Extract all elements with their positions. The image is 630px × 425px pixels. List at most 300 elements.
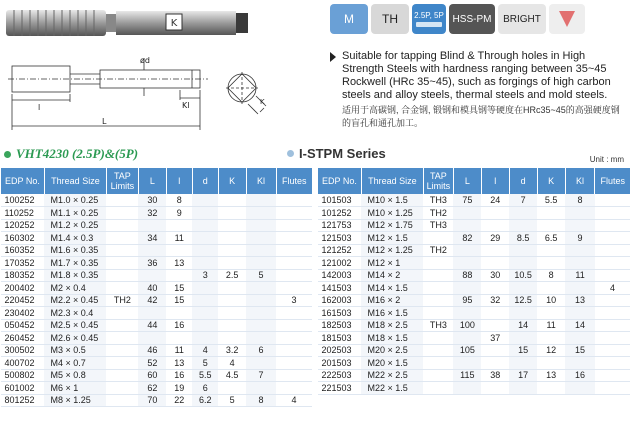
table-cell bbox=[453, 357, 481, 370]
table-cell: 161503 bbox=[318, 307, 362, 320]
table-cell: TH2 bbox=[106, 294, 138, 307]
table-cell bbox=[138, 269, 166, 282]
table-cell bbox=[423, 257, 453, 270]
table-cell bbox=[453, 307, 481, 320]
table-cell bbox=[218, 307, 246, 320]
table-cell: M10 × 1.25 bbox=[361, 207, 423, 220]
table-cell: 62 bbox=[138, 382, 166, 395]
table-cell bbox=[192, 294, 218, 307]
table-cell: 11 bbox=[565, 269, 595, 282]
table-cell bbox=[276, 232, 312, 245]
table-cell: M16 × 2 bbox=[361, 294, 423, 307]
product-description bbox=[330, 50, 628, 130]
table-cell: 13 bbox=[537, 369, 565, 382]
table-cell: 230402 bbox=[1, 307, 45, 320]
table-cell: 115 bbox=[453, 369, 481, 382]
table-cell: 32 bbox=[481, 294, 509, 307]
table-cell: M2 × 0.4 bbox=[44, 282, 106, 295]
table-cell bbox=[246, 382, 276, 395]
table-cell bbox=[595, 332, 630, 345]
table-cell bbox=[276, 282, 312, 295]
table-cell bbox=[423, 369, 453, 382]
table-cell: 6 bbox=[192, 382, 218, 395]
table-cell: 162003 bbox=[318, 294, 362, 307]
table-cell: TH3 bbox=[423, 319, 453, 332]
table-row bbox=[318, 382, 630, 395]
table-cell bbox=[218, 382, 246, 395]
table-row bbox=[1, 232, 313, 245]
table-cell: 16 bbox=[565, 369, 595, 382]
table-cell: 36 bbox=[138, 257, 166, 270]
table-cell bbox=[481, 344, 509, 357]
table-cell: 7 bbox=[509, 194, 537, 207]
label-K: K bbox=[260, 98, 265, 106]
table-cell bbox=[218, 319, 246, 332]
table-cell: M10 × 1.5 bbox=[361, 194, 423, 207]
table-row bbox=[318, 269, 630, 282]
table-cell: 182503 bbox=[318, 319, 362, 332]
table-cell bbox=[595, 244, 630, 257]
table-cell: 13 bbox=[166, 357, 192, 370]
table-cell: 5 bbox=[218, 394, 246, 407]
table-cell: M1.0 × 0.25 bbox=[44, 194, 106, 207]
table-cell: 160352 bbox=[1, 244, 45, 257]
dimension-drawing bbox=[4, 52, 214, 134]
table-cell: 8 bbox=[166, 194, 192, 207]
table-cell bbox=[218, 294, 246, 307]
table-cell bbox=[106, 282, 138, 295]
table-cell bbox=[595, 194, 630, 207]
table-cell: 200402 bbox=[1, 282, 45, 295]
table-cell bbox=[218, 332, 246, 345]
table-cell bbox=[106, 319, 138, 332]
table-cell: M20 × 2.5 bbox=[361, 344, 423, 357]
table-cell bbox=[595, 369, 630, 382]
table-cell bbox=[565, 257, 595, 270]
table-cell: 14 bbox=[509, 319, 537, 332]
unit-label: Unit : mm bbox=[589, 155, 624, 164]
table-cell bbox=[509, 307, 537, 320]
table-cell bbox=[423, 282, 453, 295]
table-cell: 11 bbox=[166, 344, 192, 357]
table-cell: 38 bbox=[481, 369, 509, 382]
table-cell bbox=[537, 207, 565, 220]
table-cell bbox=[106, 382, 138, 395]
table-cell: M1.8 × 0.35 bbox=[44, 269, 106, 282]
table-cell bbox=[276, 319, 312, 332]
table-cell bbox=[423, 269, 453, 282]
table-cell bbox=[218, 219, 246, 232]
table-cell: 40 bbox=[138, 282, 166, 295]
thread-badge: TH bbox=[371, 4, 409, 34]
table-row bbox=[318, 307, 630, 320]
table-cell: M1.2 × 0.25 bbox=[44, 219, 106, 232]
table-cell bbox=[192, 257, 218, 270]
table-cell: 100252 bbox=[1, 194, 45, 207]
table-cell bbox=[246, 319, 276, 332]
table-row bbox=[318, 232, 630, 245]
table-cell: 110252 bbox=[1, 207, 45, 220]
column-header: TAP Limits bbox=[423, 168, 453, 194]
table-cell bbox=[509, 382, 537, 395]
table-cell: 101252 bbox=[318, 207, 362, 220]
column-header: TAP Limits bbox=[106, 168, 138, 194]
table-cell bbox=[565, 382, 595, 395]
table-cell: 22 bbox=[166, 394, 192, 407]
table-cell bbox=[138, 307, 166, 320]
table-cell bbox=[166, 332, 192, 345]
table-cell: M14 × 1.5 bbox=[361, 282, 423, 295]
table-cell: 180352 bbox=[1, 269, 45, 282]
finish-badge: BRIGHT bbox=[498, 4, 546, 34]
material-badge: M bbox=[330, 4, 368, 34]
table-cell: 19 bbox=[166, 382, 192, 395]
table-cell bbox=[565, 244, 595, 257]
table-cell bbox=[276, 382, 312, 395]
table-cell: 121252 bbox=[318, 244, 362, 257]
table-cell bbox=[166, 244, 192, 257]
table-cell bbox=[537, 332, 565, 345]
table-cell bbox=[192, 244, 218, 257]
table-cell bbox=[218, 207, 246, 220]
table-cell: 13 bbox=[166, 257, 192, 270]
table-cell: 70 bbox=[138, 394, 166, 407]
table-cell: 221503 bbox=[318, 382, 362, 395]
table-cell bbox=[509, 257, 537, 270]
table-cell: 11 bbox=[166, 232, 192, 245]
table-cell: 6 bbox=[246, 344, 276, 357]
table-cell bbox=[192, 232, 218, 245]
left-section-title: VHT4230 (2.5P)&(5P) bbox=[4, 146, 138, 162]
coating-badge: HSS-PM bbox=[449, 4, 495, 34]
table-cell bbox=[481, 219, 509, 232]
table-cell bbox=[481, 307, 509, 320]
table-cell bbox=[481, 257, 509, 270]
table-cell: M22 × 2.5 bbox=[361, 369, 423, 382]
label-L: L bbox=[102, 117, 107, 126]
table-cell bbox=[423, 344, 453, 357]
table-cell: 201503 bbox=[318, 357, 362, 370]
table-cell bbox=[509, 357, 537, 370]
table-row bbox=[318, 207, 630, 220]
table-cell: 500802 bbox=[1, 369, 45, 382]
table-cell: 260452 bbox=[1, 332, 45, 345]
table-cell bbox=[565, 357, 595, 370]
table-row bbox=[318, 219, 630, 232]
table-cell bbox=[537, 257, 565, 270]
table-cell bbox=[192, 282, 218, 295]
table-row bbox=[318, 282, 630, 295]
table-cell: TH3 bbox=[423, 219, 453, 232]
table-row bbox=[1, 244, 313, 257]
table-cell: 24 bbox=[481, 194, 509, 207]
table-cell: M12 × 1.5 bbox=[361, 232, 423, 245]
table-cell: 75 bbox=[453, 194, 481, 207]
table-row bbox=[318, 357, 630, 370]
table-cell: 5 bbox=[246, 269, 276, 282]
table-cell: 105 bbox=[453, 344, 481, 357]
table-cell bbox=[276, 244, 312, 257]
table-cell: 400702 bbox=[1, 357, 45, 370]
table-cell: 5.5 bbox=[192, 369, 218, 382]
table-cell: 3.2 bbox=[218, 344, 246, 357]
table-cell: M12 × 1 bbox=[361, 257, 423, 270]
table-cell bbox=[453, 382, 481, 395]
table-cell bbox=[423, 357, 453, 370]
svg-text:K: K bbox=[170, 18, 178, 29]
table-cell: 6.2 bbox=[192, 394, 218, 407]
table-cell: M20 × 1.5 bbox=[361, 357, 423, 370]
table-cell bbox=[138, 219, 166, 232]
table-cell: 15 bbox=[565, 344, 595, 357]
tap-product-image bbox=[4, 4, 250, 42]
table-cell bbox=[537, 357, 565, 370]
table-row bbox=[1, 207, 313, 220]
table-cell: 202503 bbox=[318, 344, 362, 357]
table-cell: 8 bbox=[565, 194, 595, 207]
table-cell: 4 bbox=[276, 394, 312, 407]
v-shape-icon bbox=[549, 4, 585, 34]
table-row bbox=[1, 257, 313, 270]
table-cell bbox=[276, 369, 312, 382]
column-header: EDP No. bbox=[1, 168, 45, 194]
table-cell bbox=[218, 232, 246, 245]
table-cell: 170352 bbox=[1, 257, 45, 270]
table-cell bbox=[246, 194, 276, 207]
table-cell: 100 bbox=[453, 319, 481, 332]
table-cell: M16 × 1.5 bbox=[361, 307, 423, 320]
description-cn: 适用于高碳钢, 合金钢, 锻钢和模具钢等硬度在HRc35~45的高强硬度钢的盲孔和通孔加工。 bbox=[342, 105, 620, 128]
table-cell: 9 bbox=[166, 207, 192, 220]
table-cell bbox=[537, 307, 565, 320]
table-cell bbox=[595, 307, 630, 320]
table-cell bbox=[166, 269, 192, 282]
table-cell bbox=[595, 257, 630, 270]
table-cell bbox=[537, 282, 565, 295]
table-cell bbox=[509, 332, 537, 345]
table-cell bbox=[423, 232, 453, 245]
table-cell bbox=[453, 219, 481, 232]
table-cell bbox=[106, 219, 138, 232]
table-header-row bbox=[1, 168, 313, 194]
table-cell: 44 bbox=[138, 319, 166, 332]
table-cell: 222503 bbox=[318, 369, 362, 382]
table-cell bbox=[138, 332, 166, 345]
table-cell bbox=[276, 257, 312, 270]
table-row bbox=[1, 357, 313, 370]
table-cell: M1.6 × 0.35 bbox=[44, 244, 106, 257]
pitch-badge: 2.5P, 5P bbox=[412, 4, 446, 34]
label-Kl: Kl bbox=[182, 101, 190, 110]
table-cell: 2.5 bbox=[218, 269, 246, 282]
table-cell bbox=[595, 232, 630, 245]
column-header: EDP No. bbox=[318, 168, 362, 194]
table-cell bbox=[481, 357, 509, 370]
column-header: Kl bbox=[565, 168, 595, 194]
table-cell: M22 × 1.5 bbox=[361, 382, 423, 395]
table-cell: 3 bbox=[192, 269, 218, 282]
table-cell: 34 bbox=[138, 232, 166, 245]
table-cell: 30 bbox=[138, 194, 166, 207]
table-cell bbox=[166, 307, 192, 320]
table-cell: 16 bbox=[166, 369, 192, 382]
table-cell: M3 × 0.5 bbox=[44, 344, 106, 357]
table-cell bbox=[537, 219, 565, 232]
table-row bbox=[318, 369, 630, 382]
table-cell: M4 × 0.7 bbox=[44, 357, 106, 370]
table-cell bbox=[106, 257, 138, 270]
table-cell: 801252 bbox=[1, 394, 45, 407]
table-cell bbox=[276, 344, 312, 357]
table-cell: 11 bbox=[537, 319, 565, 332]
column-header: Thread Size bbox=[361, 168, 423, 194]
table-cell bbox=[481, 319, 509, 332]
table-cell bbox=[565, 219, 595, 232]
table-cell: M14 × 2 bbox=[361, 269, 423, 282]
table-cell bbox=[276, 307, 312, 320]
table-cell: M8 × 1.25 bbox=[44, 394, 106, 407]
table-cell: 37 bbox=[481, 332, 509, 345]
column-header: Thread Size bbox=[44, 168, 106, 194]
table-cell bbox=[246, 232, 276, 245]
table-cell bbox=[276, 194, 312, 207]
table-cell: 15 bbox=[509, 344, 537, 357]
table-cell: 29 bbox=[481, 232, 509, 245]
column-header: K bbox=[537, 168, 565, 194]
table-cell: 8 bbox=[246, 394, 276, 407]
table-cell: 60 bbox=[138, 369, 166, 382]
table-header-row bbox=[318, 168, 630, 194]
table-cell: 12.5 bbox=[509, 294, 537, 307]
table-cell bbox=[481, 382, 509, 395]
table-cell bbox=[246, 332, 276, 345]
table-cell bbox=[509, 244, 537, 257]
right-spec-table bbox=[317, 168, 630, 395]
table-cell bbox=[537, 382, 565, 395]
table-cell: M6 × 1 bbox=[44, 382, 106, 395]
table-cell bbox=[246, 282, 276, 295]
table-cell: 52 bbox=[138, 357, 166, 370]
table-cell: 16 bbox=[166, 319, 192, 332]
table-cell: M2.3 × 0.4 bbox=[44, 307, 106, 320]
table-cell bbox=[246, 307, 276, 320]
table-cell bbox=[106, 357, 138, 370]
table-row bbox=[1, 307, 313, 320]
table-cell: 12 bbox=[537, 344, 565, 357]
table-cell: 4 bbox=[192, 344, 218, 357]
table-cell: 15 bbox=[166, 282, 192, 295]
table-cell bbox=[423, 332, 453, 345]
table-cell bbox=[138, 244, 166, 257]
table-cell bbox=[106, 232, 138, 245]
table-cell bbox=[595, 219, 630, 232]
table-cell bbox=[481, 244, 509, 257]
table-cell: 32 bbox=[138, 207, 166, 220]
label-l: l bbox=[38, 103, 41, 112]
table-cell bbox=[192, 207, 218, 220]
table-cell bbox=[106, 194, 138, 207]
table-cell: 141503 bbox=[318, 282, 362, 295]
table-cell: 7 bbox=[246, 369, 276, 382]
table-row bbox=[318, 332, 630, 345]
table-cell: 4 bbox=[595, 282, 630, 295]
column-header: K bbox=[218, 168, 246, 194]
table-cell: 15 bbox=[166, 294, 192, 307]
table-cell: 5.5 bbox=[537, 194, 565, 207]
table-cell bbox=[509, 219, 537, 232]
table-cell: 4 bbox=[218, 357, 246, 370]
table-cell: M12 × 1.25 bbox=[361, 244, 423, 257]
table-cell: 4.5 bbox=[218, 369, 246, 382]
column-header: d bbox=[192, 168, 218, 194]
table-cell: 160302 bbox=[1, 232, 45, 245]
table-cell: 8 bbox=[537, 269, 565, 282]
table-cell bbox=[246, 257, 276, 270]
table-cell: M1.1 × 0.25 bbox=[44, 207, 106, 220]
table-cell bbox=[276, 207, 312, 220]
table-cell: 181503 bbox=[318, 332, 362, 345]
table-cell bbox=[423, 382, 453, 395]
table-cell bbox=[423, 307, 453, 320]
table-row bbox=[1, 282, 313, 295]
column-header: Kl bbox=[246, 168, 276, 194]
table-cell: M5 × 0.8 bbox=[44, 369, 106, 382]
table-cell bbox=[595, 344, 630, 357]
table-cell bbox=[276, 219, 312, 232]
table-cell bbox=[218, 244, 246, 257]
table-cell: 88 bbox=[453, 269, 481, 282]
square-section-drawing bbox=[216, 64, 276, 124]
table-cell bbox=[595, 294, 630, 307]
table-cell bbox=[106, 394, 138, 407]
table-cell: 300502 bbox=[1, 344, 45, 357]
table-cell: M18 × 1.5 bbox=[361, 332, 423, 345]
table-cell bbox=[595, 207, 630, 220]
table-cell: 101503 bbox=[318, 194, 362, 207]
table-cell bbox=[192, 219, 218, 232]
table-cell bbox=[565, 307, 595, 320]
table-row bbox=[318, 194, 630, 207]
column-header: L bbox=[138, 168, 166, 194]
table-row bbox=[318, 344, 630, 357]
table-cell bbox=[106, 269, 138, 282]
table-cell bbox=[246, 219, 276, 232]
table-cell: M12 × 1.75 bbox=[361, 219, 423, 232]
table-cell: 121002 bbox=[318, 257, 362, 270]
table-cell: 142003 bbox=[318, 269, 362, 282]
column-header: Flutes bbox=[595, 168, 630, 194]
table-cell: 9 bbox=[565, 232, 595, 245]
table-row bbox=[1, 332, 313, 345]
table-cell bbox=[565, 282, 595, 295]
feature-badges bbox=[330, 4, 585, 34]
column-header: L bbox=[453, 168, 481, 194]
table-row bbox=[1, 294, 313, 307]
table-cell bbox=[218, 282, 246, 295]
table-cell: M18 × 2.5 bbox=[361, 319, 423, 332]
table-row bbox=[1, 344, 313, 357]
table-row bbox=[1, 369, 313, 382]
table-cell: TH2 bbox=[423, 207, 453, 220]
triangle-bullet-icon bbox=[330, 52, 336, 62]
table-cell bbox=[218, 194, 246, 207]
table-row bbox=[318, 294, 630, 307]
table-cell: 6.5 bbox=[537, 232, 565, 245]
table-cell bbox=[246, 357, 276, 370]
table-cell bbox=[276, 332, 312, 345]
table-cell bbox=[453, 257, 481, 270]
table-cell bbox=[595, 382, 630, 395]
